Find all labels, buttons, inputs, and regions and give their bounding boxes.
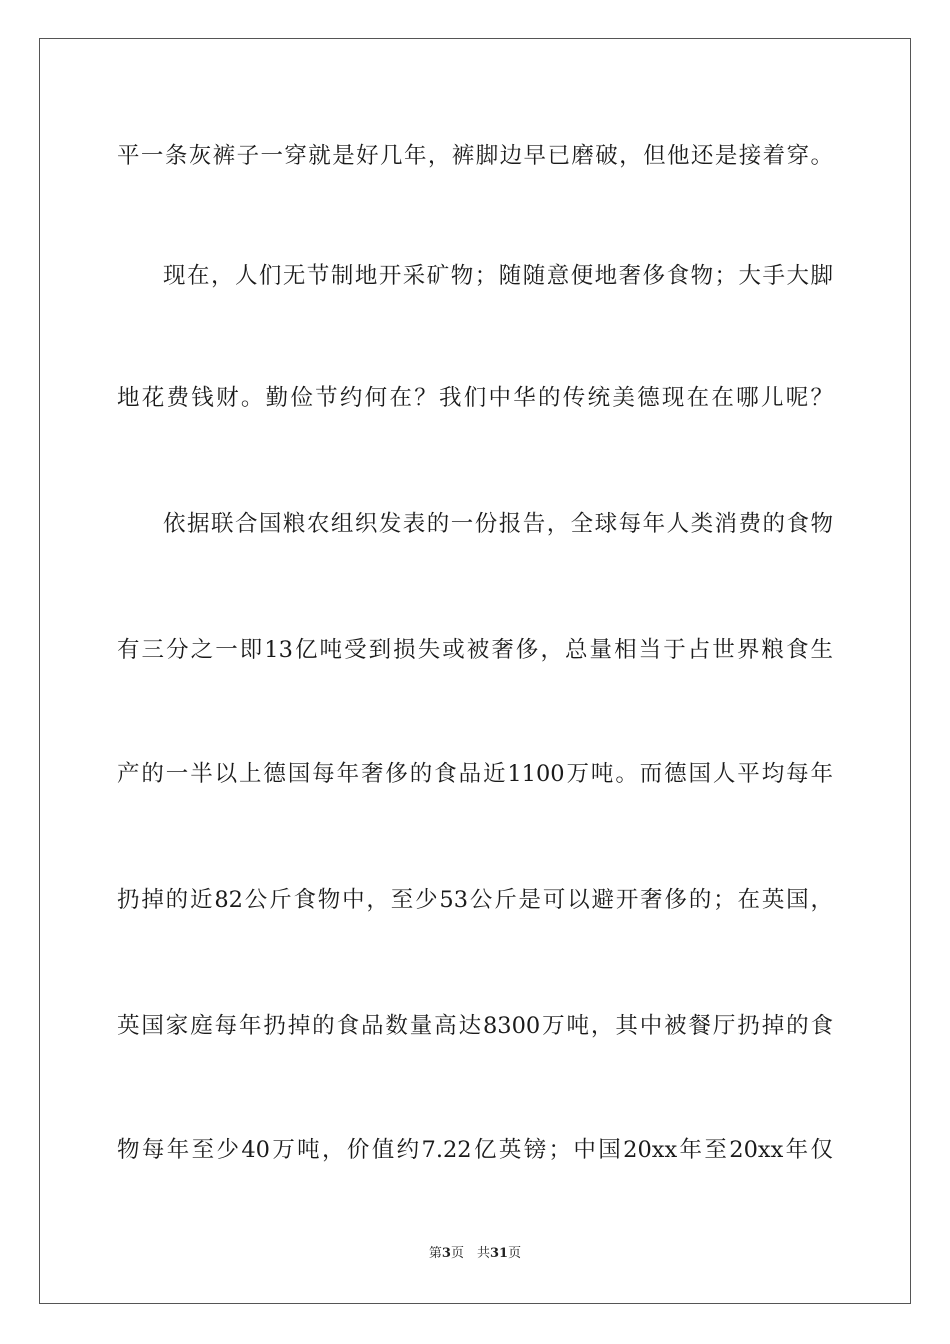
body-text-line-5: 有三分之一即13亿吨受到损失或被奢侈，总量相当于占世界粮食生 <box>117 637 833 663</box>
body-text-line-4: 依据联合国粮农组织发表的一份报告，全球每年人类消费的食物 <box>163 511 833 537</box>
page-footer <box>0 1245 950 1263</box>
body-text-line-7: 扔掉的近82公斤食物中，至少53公斤是可以避开奢侈的；在英国， <box>117 887 833 913</box>
page-border <box>39 38 911 1304</box>
body-text-line-2: 现在，人们无节制地开采矿物；随随意便地奢侈食物；大手大脚 <box>163 263 833 289</box>
body-text-line-6: 产的一半以上德国每年奢侈的食品近1100万吨。而德国人平均每年 <box>117 761 833 787</box>
current-page-number: 3 <box>441 1246 451 1261</box>
page-label-mid: 页 共 <box>450 1246 490 1261</box>
body-text-line-8: 英国家庭每年扔掉的食品数量高达8300万吨，其中被餐厅扔掉的食 <box>117 1013 833 1039</box>
page-label-suffix: 页 <box>508 1246 522 1261</box>
body-text-line-3: 地花费钱财。勤俭节约何在？我们中华的传统美德现在在哪儿呢？ <box>117 385 833 411</box>
total-page-count: 31 <box>489 1246 509 1261</box>
body-text-line-9: 物每年至少40万吨，价值约7.22亿英镑；中国20xx年至20xx年仅 <box>117 1137 833 1163</box>
body-text-line-1: 平一条灰裤子一穿就是好几年，裤脚边早已磨破，但他还是接着穿。 <box>117 143 833 169</box>
page-label-prefix: 第 <box>428 1246 442 1261</box>
